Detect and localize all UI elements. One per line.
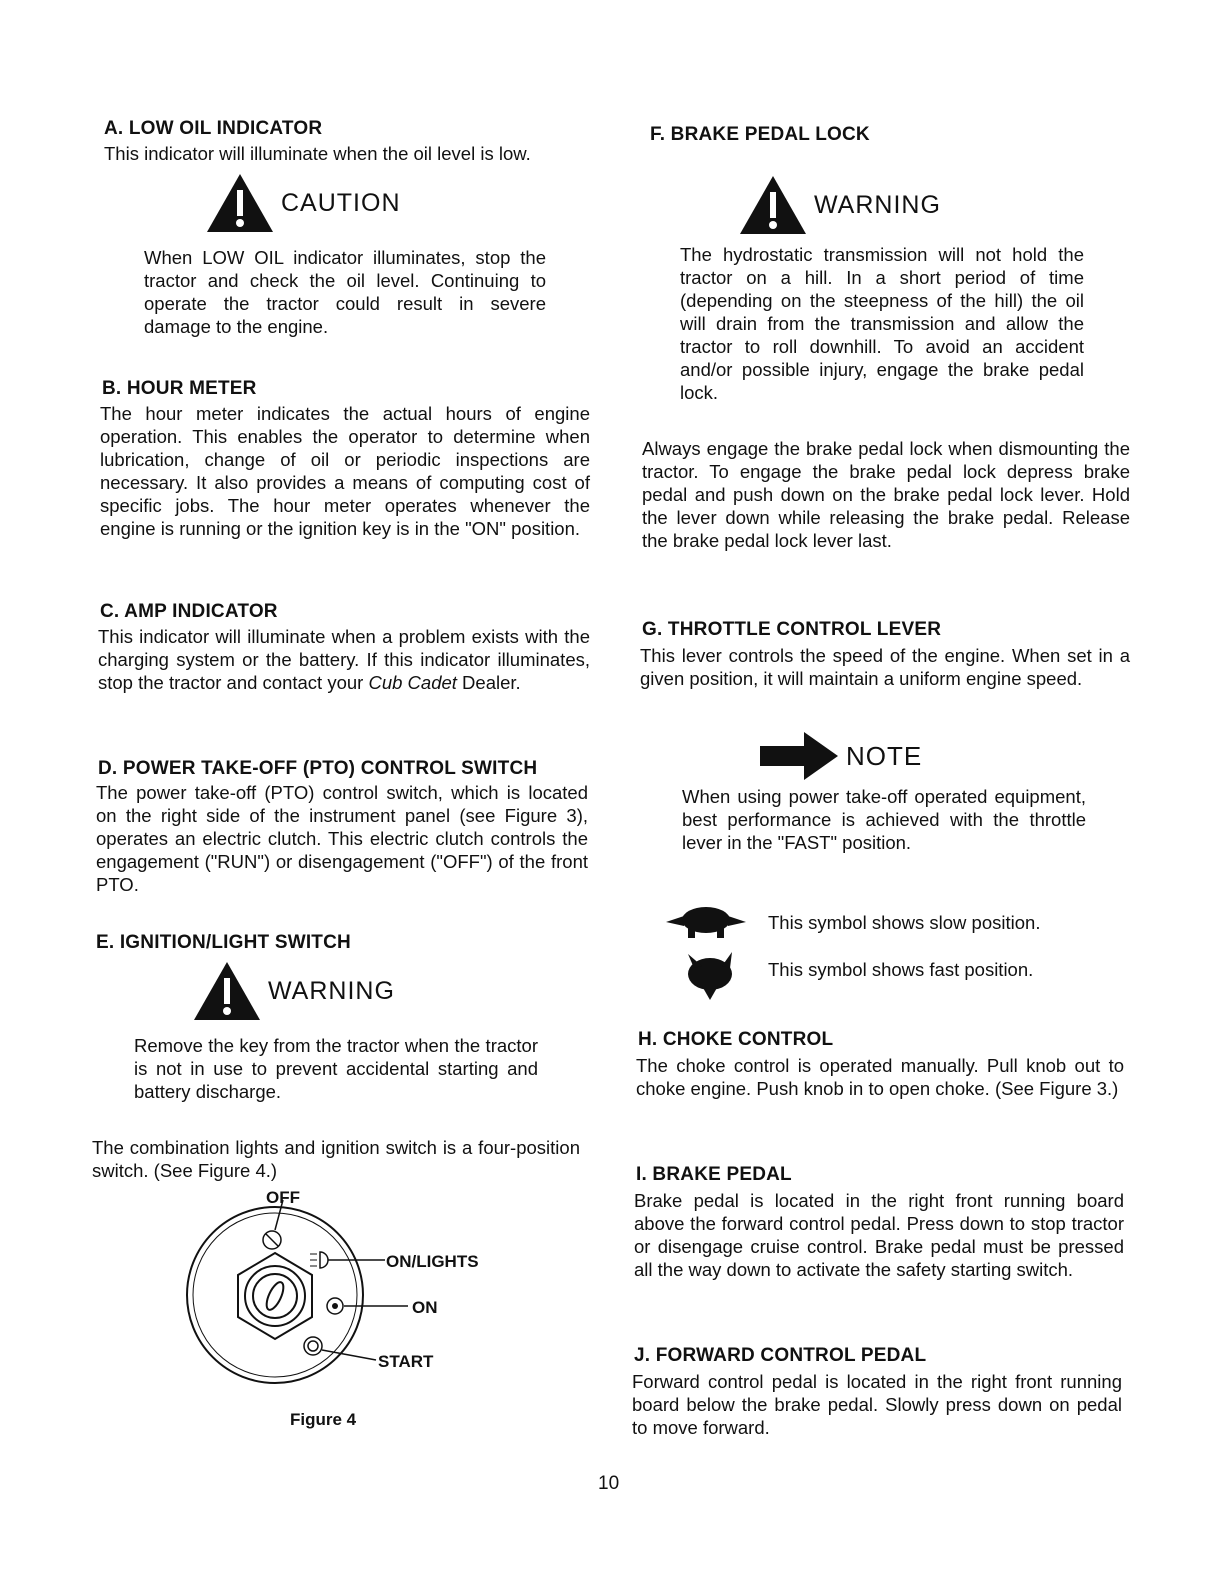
section-a-heading: A. LOW OIL INDICATOR <box>104 118 323 139</box>
section-c-text <box>98 625 590 694</box>
combo-text: The combination lights and ignition switch is a four-position switch. (See Figure 4.) <box>92 1137 580 1181</box>
ignition-switch-diagram <box>180 1180 510 1400</box>
section-c-heading: C. AMP INDICATOR <box>100 601 278 622</box>
note-sign <box>760 732 922 780</box>
slow-symbol-text: This symbol shows slow position. <box>768 912 1041 933</box>
fast-symbol-text: This symbol shows fast position. <box>768 959 1034 980</box>
section-d-text: The power take-off (PTO) control switch, which is located on the right side of the instrument panel (see Figure 3), operates an electric clutch. This electric clutch controls the engagement ("RUN") or disengagement ("OFF") of the front PTO. <box>96 782 588 895</box>
figure-label-start: START <box>378 1352 434 1371</box>
section-g-text: This lever controls the speed of the engine. When set in a given position, it will maintain a uniform engine speed. <box>640 645 1130 689</box>
warning-sign-right <box>738 174 941 236</box>
caution-text: When LOW OIL indicator illuminates, stop the tractor and check the oil level. Continuing to operate the tractor could result in severe damage to the engine. <box>144 247 546 337</box>
section-j-heading: J. FORWARD CONTROL PEDAL <box>634 1345 927 1366</box>
warning-text-left: Remove the key from the tractor when the tractor is not in use to prevent accidental starting and battery discharge. <box>134 1035 538 1102</box>
section-b-heading: B. HOUR METER <box>102 378 257 399</box>
section-g-heading: G. THROTTLE CONTROL LEVER <box>642 619 942 640</box>
section-f-heading: F. BRAKE PEDAL LOCK <box>650 124 870 145</box>
warning-triangle-icon <box>192 960 262 1022</box>
turtle-icon <box>666 902 746 947</box>
warning-triangle-icon <box>738 174 808 236</box>
warning-triangle-icon <box>205 172 275 234</box>
rabbit-icon <box>680 944 740 1005</box>
caution-sign <box>205 172 401 234</box>
section-j-text: Forward control pedal is located in the right front running board below the brake pedal. Slowly press down on pedal to move forward. <box>632 1371 1122 1438</box>
figure-4 <box>180 1180 510 1430</box>
section-h-heading: H. CHOKE CONTROL <box>638 1029 834 1050</box>
figure-label-on-lights: ON/LIGHTS <box>386 1252 479 1271</box>
warning-text-right: The hydrostatic transmission will not hold the tractor on a hill. In a short period of time (depending on the steepness of the hill) the oil will drain from the transmission and allow the tractor to roll downhill. To avoid an accident and/or possible injury, engage the brake pedal lock. <box>680 244 1084 403</box>
brand-name: Cub Cadet <box>368 672 457 693</box>
warning-label-right: WARNING <box>814 190 941 219</box>
note-text: When using power take-off operated equipment, best performance is achieved with the throttle lever in the "FAST" position. <box>682 786 1086 853</box>
section-d-heading: D. POWER TAKE-OFF (PTO) CONTROL SWITCH <box>98 758 538 779</box>
arrow-right-icon <box>760 732 840 780</box>
section-a-text: This indicator will illuminate when the oil level is low. <box>104 143 531 164</box>
note-label: NOTE <box>846 740 923 771</box>
figure-label-off: OFF <box>266 1188 300 1207</box>
page-number: 10 <box>598 1473 620 1494</box>
section-i-heading: I. BRAKE PEDAL <box>636 1164 792 1185</box>
section-e-heading: E. IGNITION/LIGHT SWITCH <box>96 932 351 953</box>
caution-label: CAUTION <box>281 188 401 217</box>
section-i-text: Brake pedal is located in the right front running board above the forward control pedal. Press down to stop tractor or disengage cruise control. Brake pedal must be pressed all the way down to activate the safety starting switch. <box>634 1190 1124 1280</box>
section-b-text: The hour meter indicates the actual hours of engine operation. This enables the operator to determine when lubrication, change of oil or periodic inspections are necessary. It also provides a means of computing cost of specific jobs. The hour meter operates whenever the engine is running or the ignition key is in the "ON" position. <box>100 403 590 539</box>
figure-caption: Figure 4 <box>290 1410 357 1429</box>
warning-sign-left <box>192 960 395 1022</box>
warning-label-left: WARNING <box>268 976 395 1005</box>
section-c-text-2: Dealer. <box>456 672 521 693</box>
section-c-text-1: This indicator will illuminate when a problem exists with the charging system or the battery. If this indicator illuminates, stop the tractor and contact your <box>98 626 590 693</box>
section-f-text: Always engage the brake pedal lock when dismounting the tractor. To engage the brake pedal lock depress brake pedal and push down on the brake pedal lock lever. Hold the lever down while releasing the brake pedal. Release the brake pedal lock lever last. <box>642 438 1130 551</box>
section-h-text: The choke control is operated manually. Pull knob out to choke engine. Push knob in to open choke. (See Figure 3.) <box>636 1055 1124 1099</box>
figure-label-on: ON <box>412 1298 438 1317</box>
